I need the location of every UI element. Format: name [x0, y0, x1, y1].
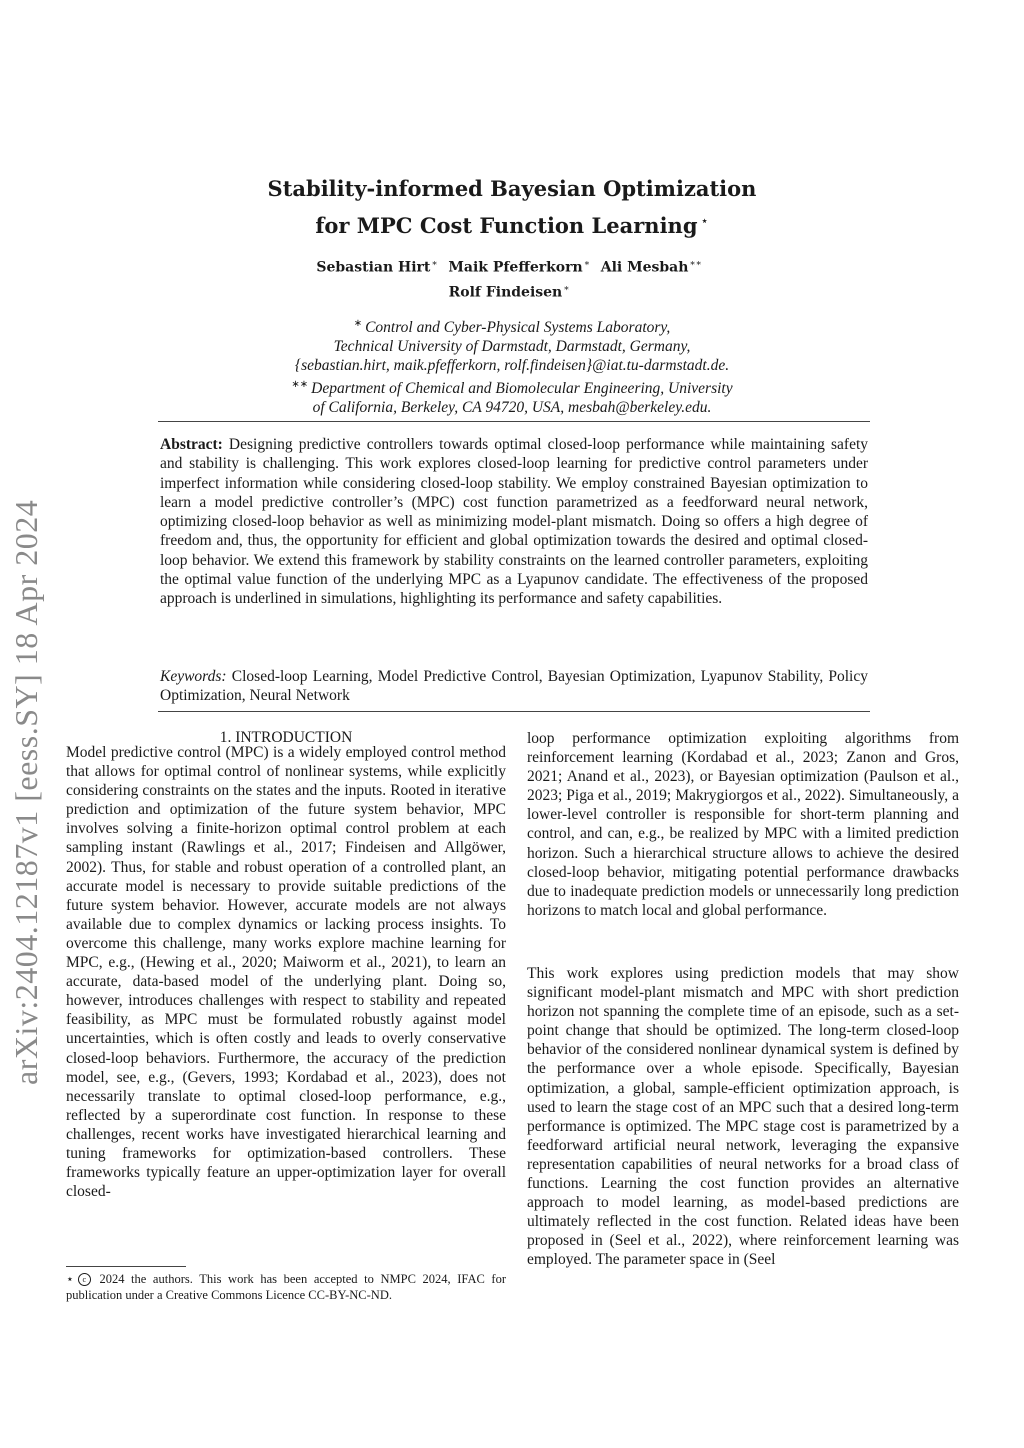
affiliation-mark: ∗	[353, 318, 363, 329]
abstract-bottom-rule	[158, 711, 870, 712]
footnote-mark: ⋆	[66, 1272, 74, 1286]
affiliation-line: of California, Berkeley, CA 94720, USA, mesbah@berkeley.edu.	[312, 399, 712, 417]
abstract-label: Abstract:	[160, 436, 223, 453]
abstract	[160, 435, 868, 609]
title-line-2: for MPC Cost Function Learning	[315, 213, 698, 238]
affiliation-line: Department of Chemical and Biomolecular Engineering, University	[311, 380, 733, 398]
title-line-1: Stability-informed Bayesian Optimization	[267, 176, 757, 201]
body-paragraph-right-1: loop performance optimization exploiting algorithms from reinforcement learning (Kordabad et al., 2023; Zanon and Gros, 2021; Anand et al., 2023), or Bayesian optimization (Paulson et al., 2023; Piga et al., 2019; Makrygiorgos et al., 2022). Simultaneously, a lower-level controller is responsible for short-term planning and control, and can, e.g., be realized by MPC with a limited prediction horizon. Such a hierarchical structure allows to achieve the desired closed-loop behavior, mitigating potential performance drawbacks due to inadequate prediction models or unnecessarily long prediction horizons to match local and global performance.	[527, 730, 959, 919]
section-heading: 1. INTRODUCTION	[219, 729, 353, 746]
arxiv-identifier: arXiv:2404.12187v1 [eess.SY] 18 Apr 2024	[8, 499, 44, 1085]
body-paragraph-left: Model predictive control (MPC) is a widely employed control method that allows for optimal control of nonlinear systems, while explicitly considering constraints on the states and the inputs. Rooted in iterative prediction and optimization of the future system behavior, MPC involves solving a finite-horizon optimal control problem at each sampling instant (Rawlings et al., 2017; Findeisen and Allgöwer, 2002). Thus, for stable and robust operation of a controlled plant, an accurate model is necessary to provide suitable predictions of the future system behavior. However, accurate models are not always available due to complex dynamics or lacking process insights. To overcome this challenge, many works explore machine learning for MPC, e.g., (Hewing et al., 2020; Maiworm et al., 2021), to learn an accurate, data-based model of the underlying plant. Doing so, however, introduces challenges with respect to stability and repeated feasibility, as MPC must be formulated robustly against model uncertainties, which is often costly and leads to overly conservative closed-loop behaviors. Furthermore, the accuracy of the prediction model, see, e.g., (Gevers, 1993; Kordabad et al., 2023), does not necessarily translate to optimal closed-loop performance, e.g., reflected by a superordinate cost function. In response to these challenges, recent works have investigated hierarchical learning and tuning frameworks for optimization-based controllers. These frameworks typically feature an upper-optimization layer for overall closed-	[66, 744, 506, 1201]
author-name: Maik Pfefferkorn	[448, 259, 583, 276]
author-name: Ali Mesbah	[600, 259, 689, 276]
affiliation-line: Control and Cyber-Physical Systems Laboratory,	[365, 319, 671, 337]
copyright-icon	[78, 1273, 91, 1286]
abstract-text: Designing predictive controllers towards optimal closed-loop performance while maintaining safety and stability is challenging. This work explores closed-loop learning for predictive control parameters under imperfect information while considering closed-loop stability. We employ constrained Bayesian optimization to learn a model predictive controller’s (MPC) cost function parametrized as a feedforward neural network, optimizing closed-loop behavior as well as minimizing model-plant mismatch. Doing so offers a high degree of freedom and, thus, the opportunity for efficient and global optimization towards the desired and optimal closed-loop behavior. We extend this framework by stability constraints on the learned controller parameters, exploiting the optimal value function of the underlying MPC as a Lyapunov candidate. The effectiveness of the proposed approach is underlined in simulations, highlighting its performance and safety capabilities.	[160, 436, 869, 608]
affiliations	[150, 314, 874, 417]
footnote	[66, 1271, 506, 1303]
author-affiliation-mark: ∗	[563, 283, 570, 294]
author-list	[150, 254, 874, 303]
author-name: Sebastian Hirt	[316, 259, 431, 276]
paper-title	[150, 172, 874, 242]
affiliation-line: Technical University of Darmstadt, Darmstadt, Germany,	[333, 338, 691, 356]
abstract-top-rule	[158, 421, 870, 422]
footnote-rule	[66, 1266, 186, 1267]
affiliation-emails: {sebastian.hirt, maik.pfefferkorn, rolf.findeisen}@iat.tu-darmstadt.de.	[294, 357, 730, 375]
author-name: Rolf Findeisen	[448, 284, 563, 301]
title-footnote-mark: ⋆	[700, 214, 709, 229]
body-paragraph-right-2: This work explores using prediction models that may show significant model-plant mismatch and MPC with short prediction horizon not spanning the complete time of an episode, such as a set-point change that should be optimized. The long-term closed-loop behavior of the considered nonlinear dynamical system is defined by the performance over a whole episode. Specifically, Bayesian optimization, a global, sample-efficient optimization approach, is used to learn the stage cost of an MPC such that a desired long-term performance is optimized. The MPC stage cost is parametrized by a feedforward artificial neural network, leveraging the expansive representation capabilities of neural networks for a broad class of functions. Learning the cost function provides an alternative approach to model learning, as model-based predictions are ultimately reflected in the cost function. Related ideas have been proposed in (Seel et al., 2022), where reinforcement learning was employed. The parameter space in (Seel	[527, 965, 959, 1269]
author-affiliation-mark: ∗	[431, 259, 438, 269]
author-affiliation-mark: ∗	[583, 259, 590, 269]
affiliation-mark: ∗∗	[291, 379, 309, 391]
footnote-text: 2024 the authors. This work has been accepted to NMPC 2024, IFAC for publication under a Creative Commons Licence CC-BY-NC-ND.	[66, 1272, 506, 1302]
author-affiliation-mark: ∗∗	[689, 259, 702, 269]
keywords-text: Closed-loop Learning, Model Predictive Control, Bayesian Optimization, Lyapunov Stability, Policy Optimization, Neural Network	[160, 668, 868, 705]
keywords-label: Keywords:	[160, 668, 227, 685]
keywords	[160, 667, 868, 706]
